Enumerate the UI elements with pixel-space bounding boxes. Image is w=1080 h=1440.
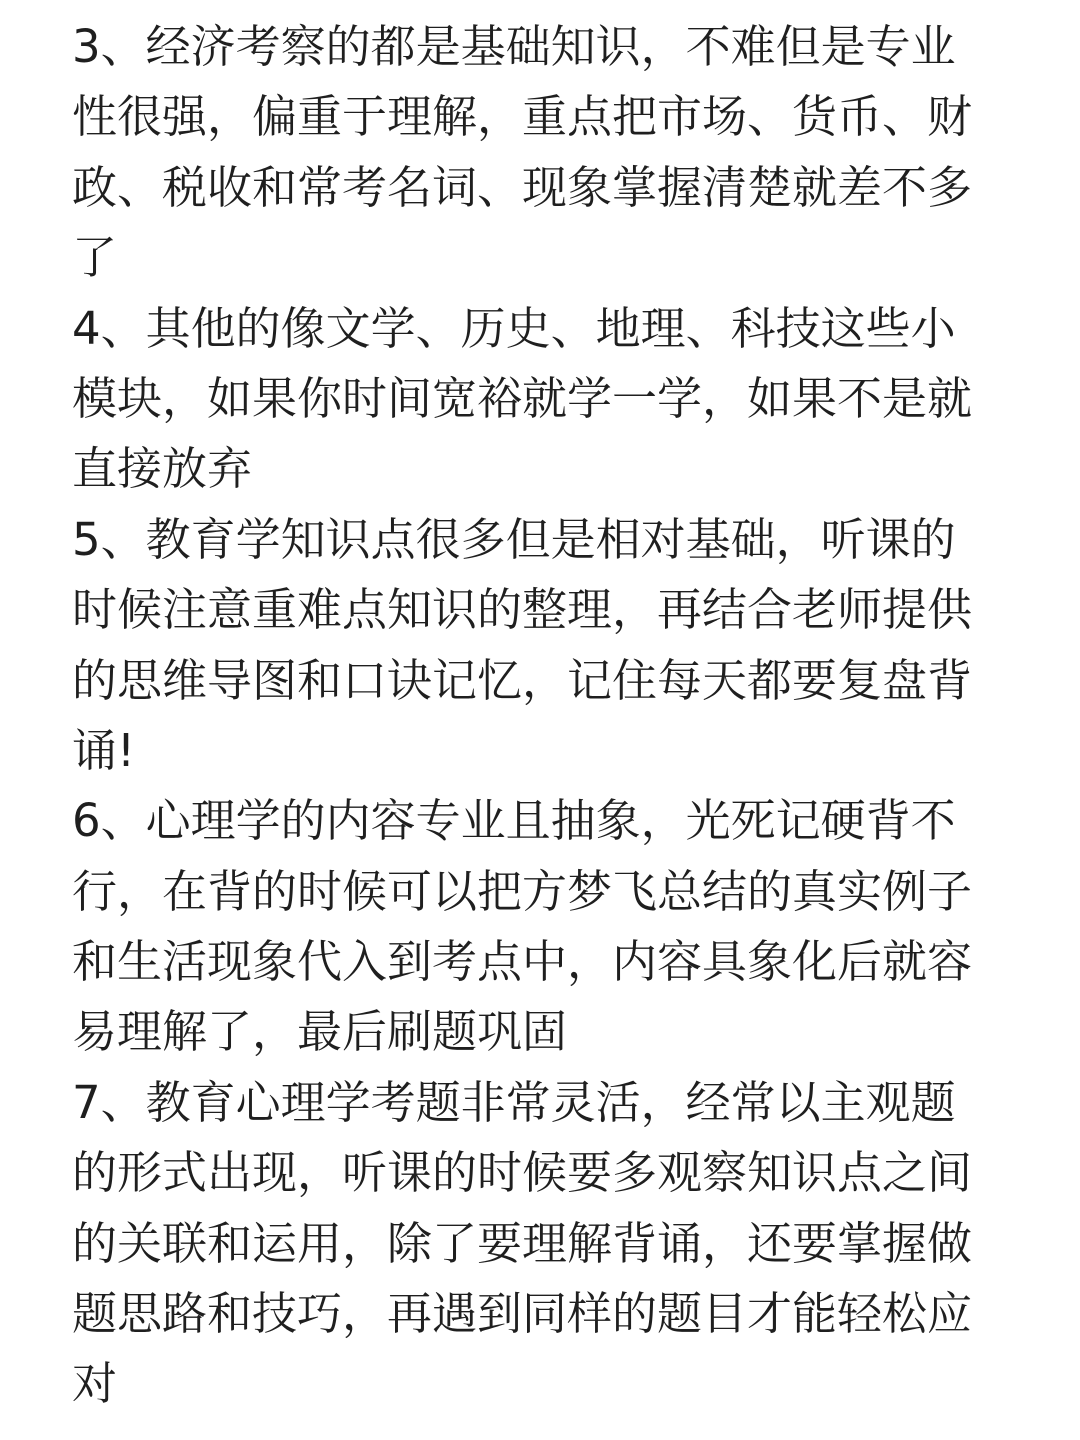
text-line-12: 6、心理学的内容专业且抽象，光死记硬背不 [72,794,956,848]
text-line-4: 了 [72,231,118,285]
text-line-17: 的形式出现，听课的时候要多观察知识点之间 [72,1146,973,1200]
text-line-11: 诵! [72,723,136,777]
text-line-8: 5、教育学知识点很多但是相对基础，听课的 [72,512,956,566]
text-line-6: 模块，如果你时间宽裕就学一学，如果不是就 [72,371,973,425]
text-line-10: 的思维导图和口诀记忆，记住每天都要复盘背 [72,653,973,707]
text-line-19: 题思路和技巧，再遇到同样的题目才能轻松应 [72,1287,973,1341]
text-line-2: 性很强，偏重于理解，重点把市场、货币、财 [72,90,973,144]
text-line-9: 时候注意重难点知识的整理，再结合老师提供 [72,583,973,637]
text-line-20: 对 [72,1357,118,1411]
body-text [72,12,1008,1420]
text-line-16: 7、教育心理学考题非常灵活，经常以主观题 [72,1075,956,1129]
text-line-14: 和生活现象代入到考点中，内容具象化后就容 [72,935,973,989]
text-line-13: 行，在背的时候可以把方梦飞总结的真实例子 [72,864,973,918]
text-line-7: 直接放弃 [72,442,253,496]
text-line-3: 政、税收和常考名词、现象掌握清楚就差不多 [72,160,973,214]
text-line-15: 易理解了，最后刷题巩固 [72,1005,568,1059]
text-line-1: 3、经济考察的都是基础知识，不难但是专业 [72,20,956,73]
text-line-18: 的关联和运用，除了要理解背诵，还要掌握做 [72,1216,973,1270]
text-line-5: 4、其他的像文学、历史、地理、科技这些小 [72,301,956,355]
